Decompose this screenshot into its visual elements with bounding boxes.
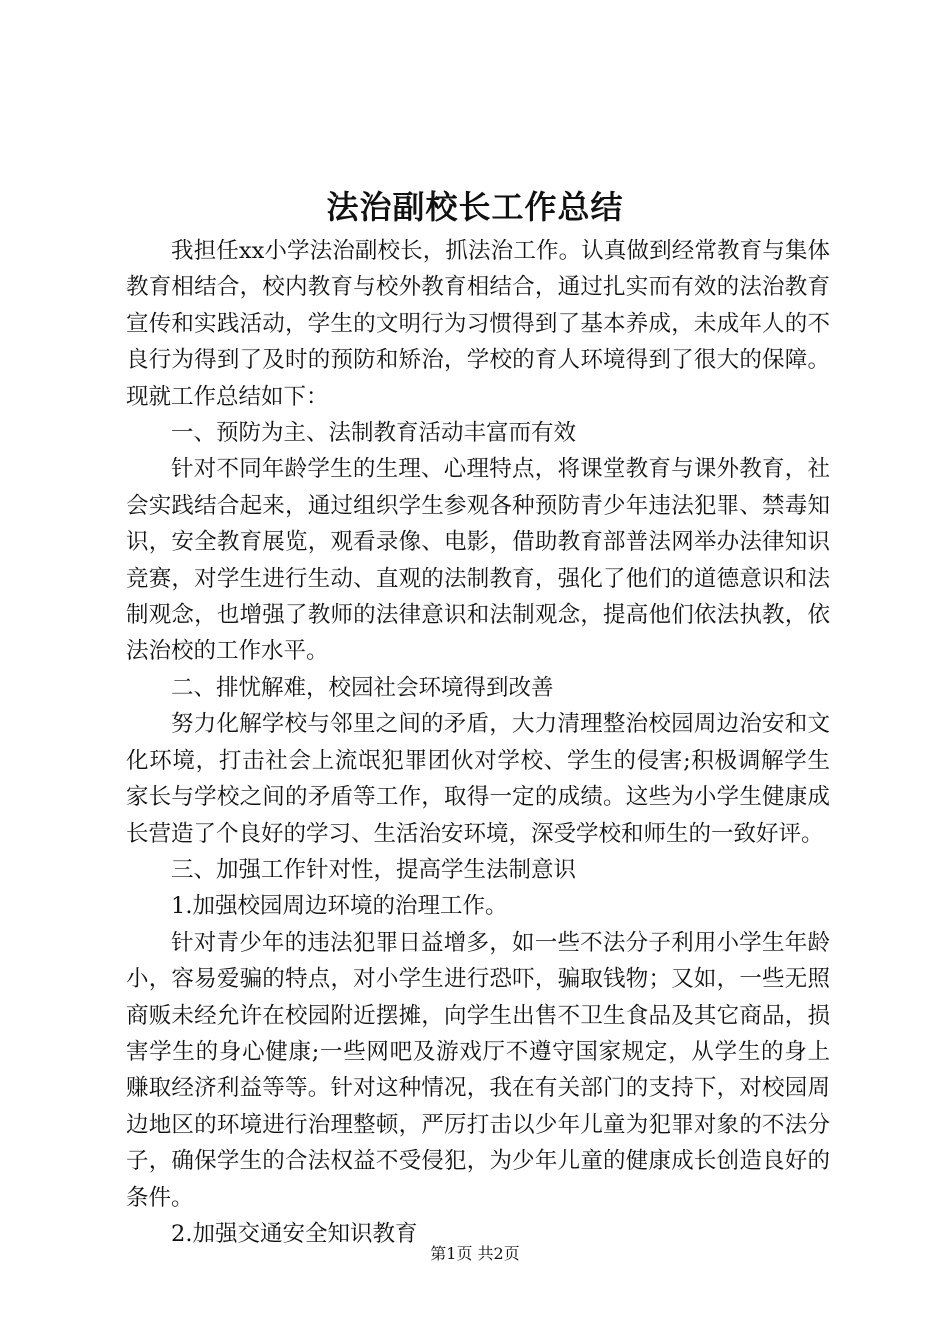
page-footer: 第1页 共2页	[430, 1244, 520, 1263]
intro-paragraph: 我担任xx小学法治副校长，抓法治工作。认真做到经常教育与集体教育相结合，校内教育与校外教育相结合，通过扎实而有效的法治教育宣传和实践活动，学生的文明行为习惯得到了基本养成，未成年人的不良行为得到了及时的预防和矫治，学校的育人环境得到了很大的保障。现就工作总结如下：	[126, 238, 830, 410]
section-heading-3: 三、加强工作针对性，提高学生法制意识	[171, 856, 577, 883]
document-title: 法治副校长工作总结	[326, 188, 624, 226]
subsection-heading-1: 1.加强校园周边环境的治理工作。	[171, 893, 508, 920]
subsection-heading-2: 2.加强交通安全知识教育	[171, 1220, 418, 1247]
document-body	[126, 233, 830, 1252]
section-heading-2: 二、排忧解难，校园社会环境得到改善	[171, 674, 554, 701]
subsection-1-paragraph: 针对青少年的违法犯罪日益增多，如一些不法分子利用小学生年龄小，容易爱骗的特点，对小学生进行恐吓，骗取钱物；又如，一些无照商贩未经允许在校园附近摆摊，向学生出售不卫生食品及其它商品，损害学生的身心健康;一些网吧及游戏厅不遵守国家规定，从学生的身上赚取经济利益等等。针对这种情况，我在有关部门的支持下，对校园周边地区的环境进行治理整顿，严厉打击以少年儿童为犯罪对象的不法分子，确保学生的合法权益不受侵犯，为少年儿童的健康成长创造良好的条件。	[126, 929, 830, 1211]
section-2-paragraph: 努力化解学校与邻里之间的矛盾，大力清理整治校园周边治安和文化环境，打击社会上流氓犯罪团伙对学校、学生的侵害;积极调解学生家长与学校之间的矛盾等工作，取得一定的成绩。这些为小学生健康成长营造了个良好的学习、生活治安环境，深受学校和师生的一致好评。	[126, 711, 830, 847]
section-heading-1: 一、预防为主、法制教育活动丰富而有效	[171, 420, 577, 447]
section-1-paragraph: 针对不同年龄学生的生理、心理特点，将课堂教育与课外教育，社会实践结合起来，通过组织学生参观各种预防青少年违法犯罪、禁毒知识，安全教育展览，观看录像、电影，借助教育部普法网举办法律知识竞赛，对学生进行生动、直观的法制教育，强化了他们的道德意识和法制观念，也增强了教师的法律意识和法制观念，提高他们依法执教，依法治校的工作水平。	[126, 456, 830, 665]
